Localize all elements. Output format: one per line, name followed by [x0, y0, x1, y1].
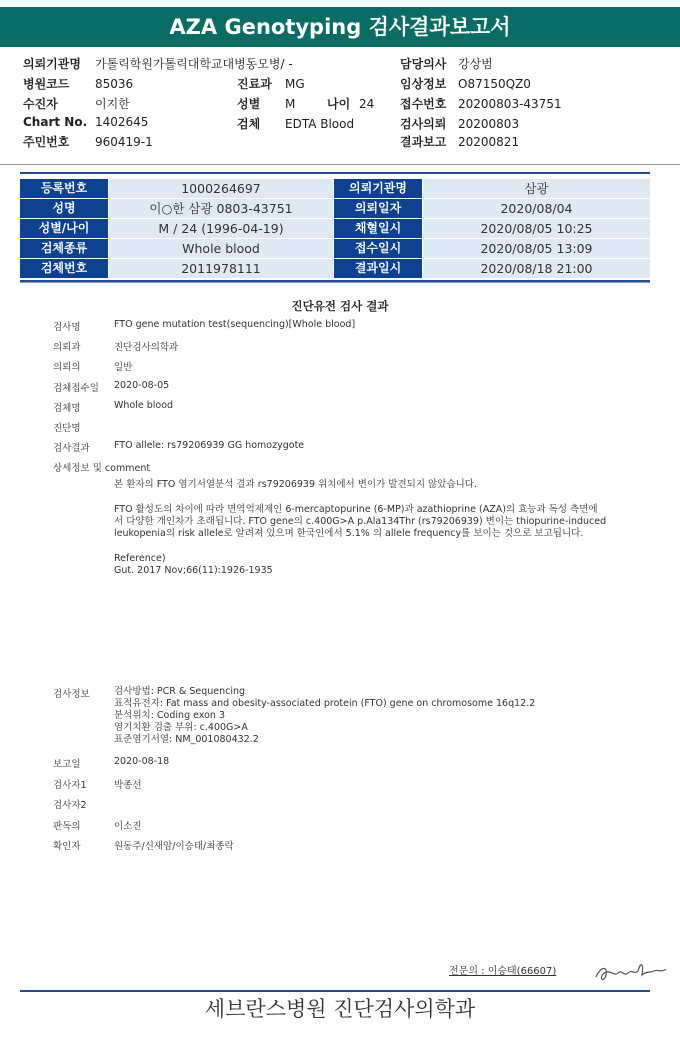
- footer-faded-text: [20, 1027, 650, 1035]
- report-label: 판독의: [53, 820, 81, 832]
- header-field-label: 주민번호: [23, 135, 70, 149]
- header-field: [23, 115, 148, 129]
- report-value: 2020-08-18: [114, 756, 170, 767]
- summary-label: 의뢰기관명: [334, 179, 422, 198]
- header-divider: [0, 164, 680, 165]
- result-value: FTO gene mutation test(sequencing)[Whole blood]: [114, 319, 356, 330]
- comment-line: leukopenia의 risk allele로 알려져 있으며 한국인에서 5.1% 의 allele frequency를 보이는 것으로 보고됩니다.: [114, 528, 584, 539]
- summary-label: 채혈일시: [334, 219, 422, 238]
- result-label: 검사결과: [53, 443, 90, 455]
- header-field: [237, 115, 354, 132]
- summary-value: 이○한 삼광 0803-43751: [109, 199, 333, 218]
- result-value: 일반: [114, 362, 133, 374]
- header-field-value: 1402645: [95, 115, 149, 129]
- summary-row: [20, 219, 650, 239]
- summary-row: [20, 259, 650, 279]
- summary-row: [20, 239, 650, 259]
- summary-label: 등록번호: [20, 179, 108, 198]
- summary-table: [20, 172, 650, 282]
- report-label: 보고일: [53, 759, 81, 770]
- hospital-name: 세브란스병원 진단검사의학과: [204, 997, 476, 1021]
- header-field: [23, 133, 153, 150]
- header-field-label: 검체: [237, 117, 261, 131]
- header-field-label: 담당의사: [400, 57, 447, 71]
- signing-physician: 전문의 : 이승태(66607): [449, 966, 557, 977]
- summary-value: 2011978111: [109, 259, 333, 278]
- header-field-value: 24: [359, 97, 375, 111]
- header-field-label: Chart No.: [23, 115, 88, 129]
- result-value: 2020-08-05: [114, 379, 170, 391]
- result-label: 검체접수일: [53, 382, 99, 394]
- header-field-value: 20200803-43751: [458, 97, 562, 111]
- result-label: 검사명: [53, 322, 81, 333]
- header-field-value: 20200803: [458, 117, 520, 131]
- header-field: [400, 115, 519, 132]
- header-field-label: 병원코드: [23, 77, 70, 91]
- result-value: FTO allele: rs79206939 GG homozygote: [114, 440, 305, 452]
- summary-divider: [20, 282, 650, 283]
- summary-label: 검체종류: [20, 239, 108, 258]
- header-field-label: 결과보고: [400, 135, 447, 149]
- footer-divider: [20, 990, 650, 992]
- comment-line: FTO 활성도의 차이에 따라 면역억제제인 6-mercaptopurine (6-MP)과 azathioprine (AZA)의 효능과 독성 측면에: [114, 504, 598, 515]
- header-field-value: 강상범: [458, 57, 493, 71]
- header-field-value: 이지한: [95, 97, 130, 111]
- info-label: 검사정보: [53, 689, 90, 700]
- info-block: [114, 686, 594, 746]
- report-value: 원동주/신새암/이승태/최종락: [114, 841, 234, 852]
- header-field-value: O87150QZ0: [458, 77, 531, 91]
- summary-label: 성별/나이: [20, 219, 108, 238]
- summary-value: 2020/08/04: [423, 199, 650, 218]
- header-field-value: EDTA Blood: [285, 117, 355, 131]
- summary-row: [20, 179, 650, 199]
- report-value: 박종선: [114, 779, 142, 791]
- signature-image: [590, 955, 670, 985]
- result-label: 진단명: [53, 423, 81, 434]
- header-field-label: 성별: [237, 97, 261, 111]
- info-line: 검사방법: PCR & Sequencing: [114, 686, 246, 697]
- header-field-label: 검사의뢰: [400, 117, 447, 131]
- reference-citation: Gut. 2017 Nov;66(11):1926-1935: [114, 565, 273, 576]
- header-field-value: M: [285, 97, 296, 111]
- result-value: 진단검사의학과: [114, 342, 179, 354]
- header-field-label: 접수번호: [400, 97, 447, 111]
- summary-value: 2020/08/18 21:00: [423, 259, 650, 278]
- header-field-label: 수진자: [23, 97, 58, 111]
- report-title: AZA Genotyping 검사결과보고서: [0, 7, 680, 47]
- header-field-value: 960419-1: [95, 135, 153, 149]
- comment-paragraph-1: [114, 479, 594, 491]
- section-title: 진단유전 검사 결과: [291, 299, 389, 313]
- reference-label: Reference): [114, 553, 166, 564]
- header-field-label: 의뢰기관명: [23, 57, 81, 71]
- header-field: [237, 95, 295, 112]
- info-line: 표적유전자: Fat mass and obesity-associated protein (FTO) gene on chromosome 16q12.2: [114, 698, 536, 709]
- comment-line: 서 다양한 개인차가 초래됩니다. FTO gene의 c.400G>A p.Ala134Thr (rs79206939) 변이는 thiopurine-induced: [114, 516, 607, 527]
- summary-row: [20, 199, 650, 219]
- info-line: 염기치환 검출 부위: c.400G>A: [114, 722, 248, 733]
- header-field-value: MG: [285, 77, 305, 91]
- header-field: [400, 55, 493, 72]
- summary-label: 결과일시: [334, 259, 422, 278]
- result-value: Whole blood: [114, 399, 174, 411]
- summary-label: 성명: [20, 199, 108, 218]
- summary-label: 의뢰일자: [334, 199, 422, 218]
- summary-value: 1000264697: [109, 179, 333, 198]
- report-label: 검사자2: [53, 800, 87, 811]
- summary-label: 검체번호: [20, 259, 108, 278]
- result-label: 의뢰과: [53, 342, 81, 354]
- comment-paragraph-2: [114, 504, 607, 540]
- comment-line: 본 환자의 FTO 염기서열분석 결과 rs79206939 위치에서 변이가 발견되지 않았습니다.: [114, 479, 477, 490]
- header-field-age: [327, 95, 374, 112]
- summary-label: 접수일시: [334, 239, 422, 258]
- header-field-label: 나이: [327, 97, 351, 111]
- header-field: [400, 75, 531, 92]
- result-label: 검체명: [53, 402, 81, 414]
- info-line: 분석위치: Coding exon 3: [114, 710, 226, 721]
- summary-value: Whole blood: [109, 239, 333, 258]
- info-line: 표준염기서열: NM_001080432.2: [114, 734, 259, 745]
- result-label: 의뢰의: [53, 362, 81, 374]
- report-value: 이소진: [114, 820, 142, 832]
- header-field: [400, 133, 519, 150]
- header-field-value: 20200821: [458, 135, 520, 149]
- summary-value: 2020/08/05 13:09: [423, 239, 650, 258]
- header-field-value: 85036: [95, 77, 134, 91]
- header-field-label: 임상정보: [400, 77, 447, 91]
- summary-value: 삼광: [423, 179, 650, 198]
- report-label: 확인자: [53, 841, 81, 852]
- reference-block: [114, 553, 594, 577]
- header-field: [400, 95, 562, 112]
- summary-value: 2020/08/05 10:25: [423, 219, 650, 238]
- summary-value: M / 24 (1996-04-19): [109, 219, 333, 238]
- header-field-label: 진료과: [237, 77, 272, 91]
- header-field: [23, 75, 133, 92]
- report-label: 검사자1: [53, 779, 87, 791]
- header-field-value: 가톨릭학원가톨릭대학교대병동모병/ -: [95, 57, 293, 71]
- header-field: [23, 55, 293, 72]
- comment-label: 상세정보 및 comment: [53, 463, 151, 474]
- header-field: [237, 75, 305, 92]
- header-field: [23, 95, 130, 112]
